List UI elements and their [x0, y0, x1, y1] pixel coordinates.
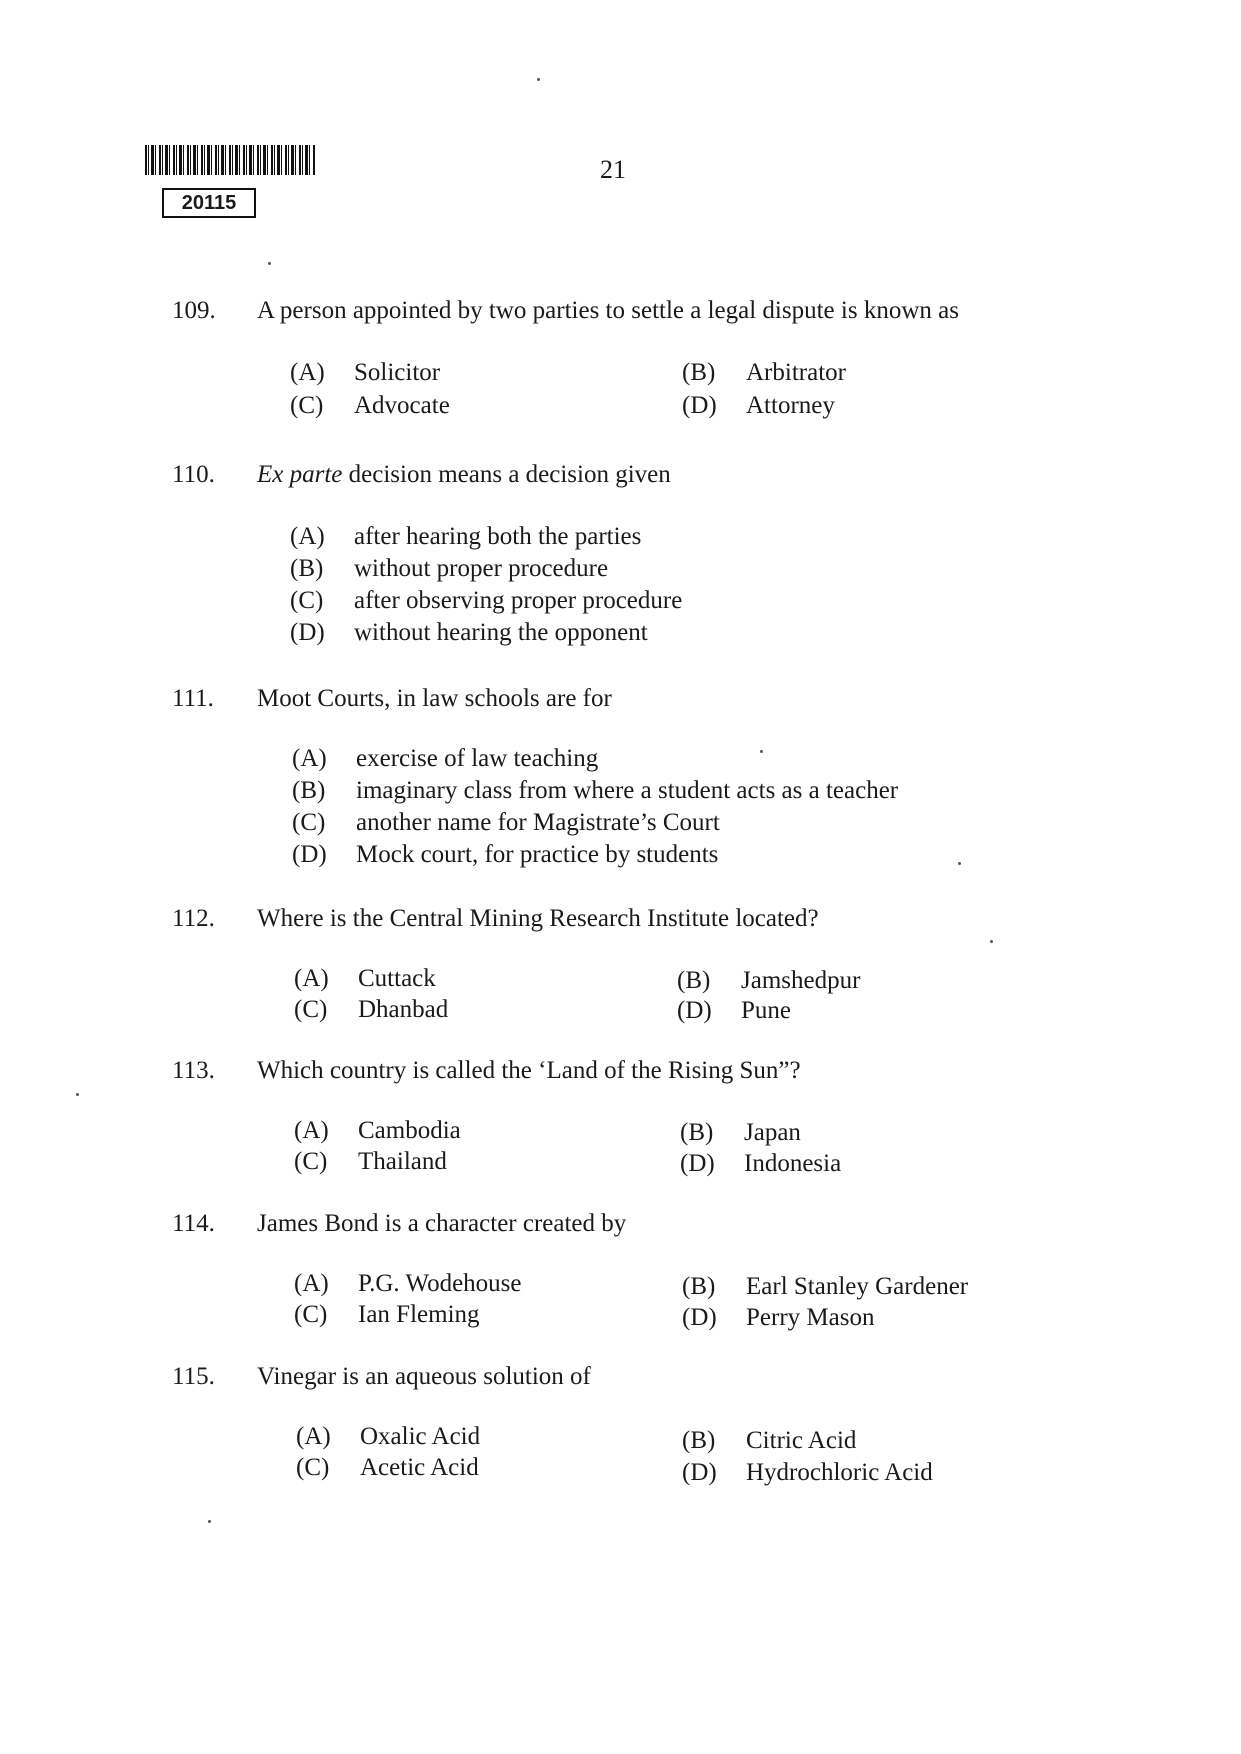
option-letter: (D) [680, 1150, 715, 1177]
option-text: without hearing the opponent [354, 619, 648, 646]
question-text-italic: Ex parte [257, 461, 343, 488]
option-letter: (D) [677, 997, 712, 1024]
option-text: Cambodia [358, 1117, 461, 1144]
option-letter: (A) [290, 523, 325, 550]
option-text: Pune [741, 997, 791, 1024]
option-text: Hydrochloric Acid [746, 1459, 933, 1486]
option-text: another name for Magistrate’s Court [356, 809, 720, 836]
scan-speck [537, 78, 540, 81]
question-text: Vinegar is an aqueous solution of [257, 1363, 591, 1390]
option-text: Japan [744, 1119, 801, 1146]
option-text: Jamshedpur [741, 967, 861, 994]
option-letter: (A) [292, 745, 327, 772]
option-letter: (B) [677, 967, 711, 994]
question-text: Which country is called the ‘Land of the Rising Sun”? [257, 1057, 801, 1084]
option-text: after hearing both the parties [354, 523, 642, 550]
question-number: 115. [172, 1363, 215, 1390]
option-letter: (B) [292, 777, 326, 804]
question-number: 113. [172, 1057, 215, 1084]
option-text: Arbitrator [746, 359, 846, 386]
question-number: 110. [172, 461, 215, 488]
option-letter: (C) [290, 392, 324, 419]
scan-speck [958, 862, 961, 865]
option-letter: (C) [294, 1301, 328, 1328]
option-text: Oxalic Acid [360, 1423, 481, 1450]
option-letter: (B) [682, 1427, 716, 1454]
option-letter: (A) [294, 1117, 329, 1144]
question-text: Moot Courts, in law schools are for [257, 685, 612, 712]
scan-speck [268, 262, 271, 265]
question-number: 111. [172, 685, 214, 712]
option-text: after observing proper procedure [354, 587, 683, 614]
option-text: Attorney [746, 392, 835, 419]
question-text-rest: decision means a decision given [342, 461, 671, 488]
scan-speck [990, 940, 993, 943]
option-text: Thailand [358, 1148, 447, 1175]
option-text: Dhanbad [358, 996, 449, 1023]
option-text: Advocate [354, 392, 450, 419]
option-letter: (D) [290, 619, 325, 646]
paper-code: 20115 [162, 188, 256, 218]
option-text: Cuttack [358, 965, 436, 992]
question-text [257, 461, 671, 489]
question-number: 114. [172, 1210, 215, 1237]
option-letter: (D) [682, 392, 717, 419]
option-letter: (A) [290, 359, 325, 386]
option-text: Acetic Acid [360, 1454, 479, 1481]
option-letter: (C) [294, 1148, 328, 1175]
option-text: Mock court, for practice by students [356, 841, 719, 868]
option-text: Perry Mason [746, 1304, 875, 1331]
option-letter: (A) [296, 1423, 331, 1450]
page-number: 21 [600, 155, 626, 184]
option-text: without proper procedure [354, 555, 609, 582]
question-number: 112. [172, 905, 215, 932]
scan-speck [208, 1520, 211, 1523]
option-letter: (C) [294, 996, 328, 1023]
option-text: exercise of law teaching [356, 745, 599, 772]
option-text: Solicitor [354, 359, 441, 386]
option-letter: (B) [680, 1119, 714, 1146]
option-letter: (D) [682, 1459, 717, 1486]
option-text: Earl Stanley Gardener [746, 1273, 969, 1300]
option-letter: (A) [294, 965, 329, 992]
option-text: imaginary class from where a student acts as a teacher [356, 777, 899, 804]
option-text: Ian Fleming [358, 1301, 480, 1328]
scan-speck [76, 1093, 79, 1096]
option-letter: (B) [290, 555, 324, 582]
option-letter: (B) [682, 1273, 716, 1300]
barcode [145, 145, 315, 175]
option-letter: (A) [294, 1270, 329, 1297]
option-letter: (C) [296, 1454, 330, 1481]
question-text: Where is the Central Mining Research Institute located? [257, 905, 819, 932]
option-letter: (B) [682, 359, 716, 386]
scan-speck [760, 750, 763, 753]
question-text: A person appointed by two parties to settle a legal dispute is known as [257, 297, 959, 324]
question-number: 109. [172, 297, 216, 324]
option-letter: (D) [682, 1304, 717, 1331]
option-letter: (C) [292, 809, 326, 836]
option-letter: (C) [290, 587, 324, 614]
option-text: Indonesia [744, 1150, 842, 1177]
option-text: P.G. Wodehouse [358, 1270, 522, 1297]
option-letter: (D) [292, 841, 327, 868]
option-text: Citric Acid [746, 1427, 857, 1454]
question-text: James Bond is a character created by [257, 1210, 627, 1237]
